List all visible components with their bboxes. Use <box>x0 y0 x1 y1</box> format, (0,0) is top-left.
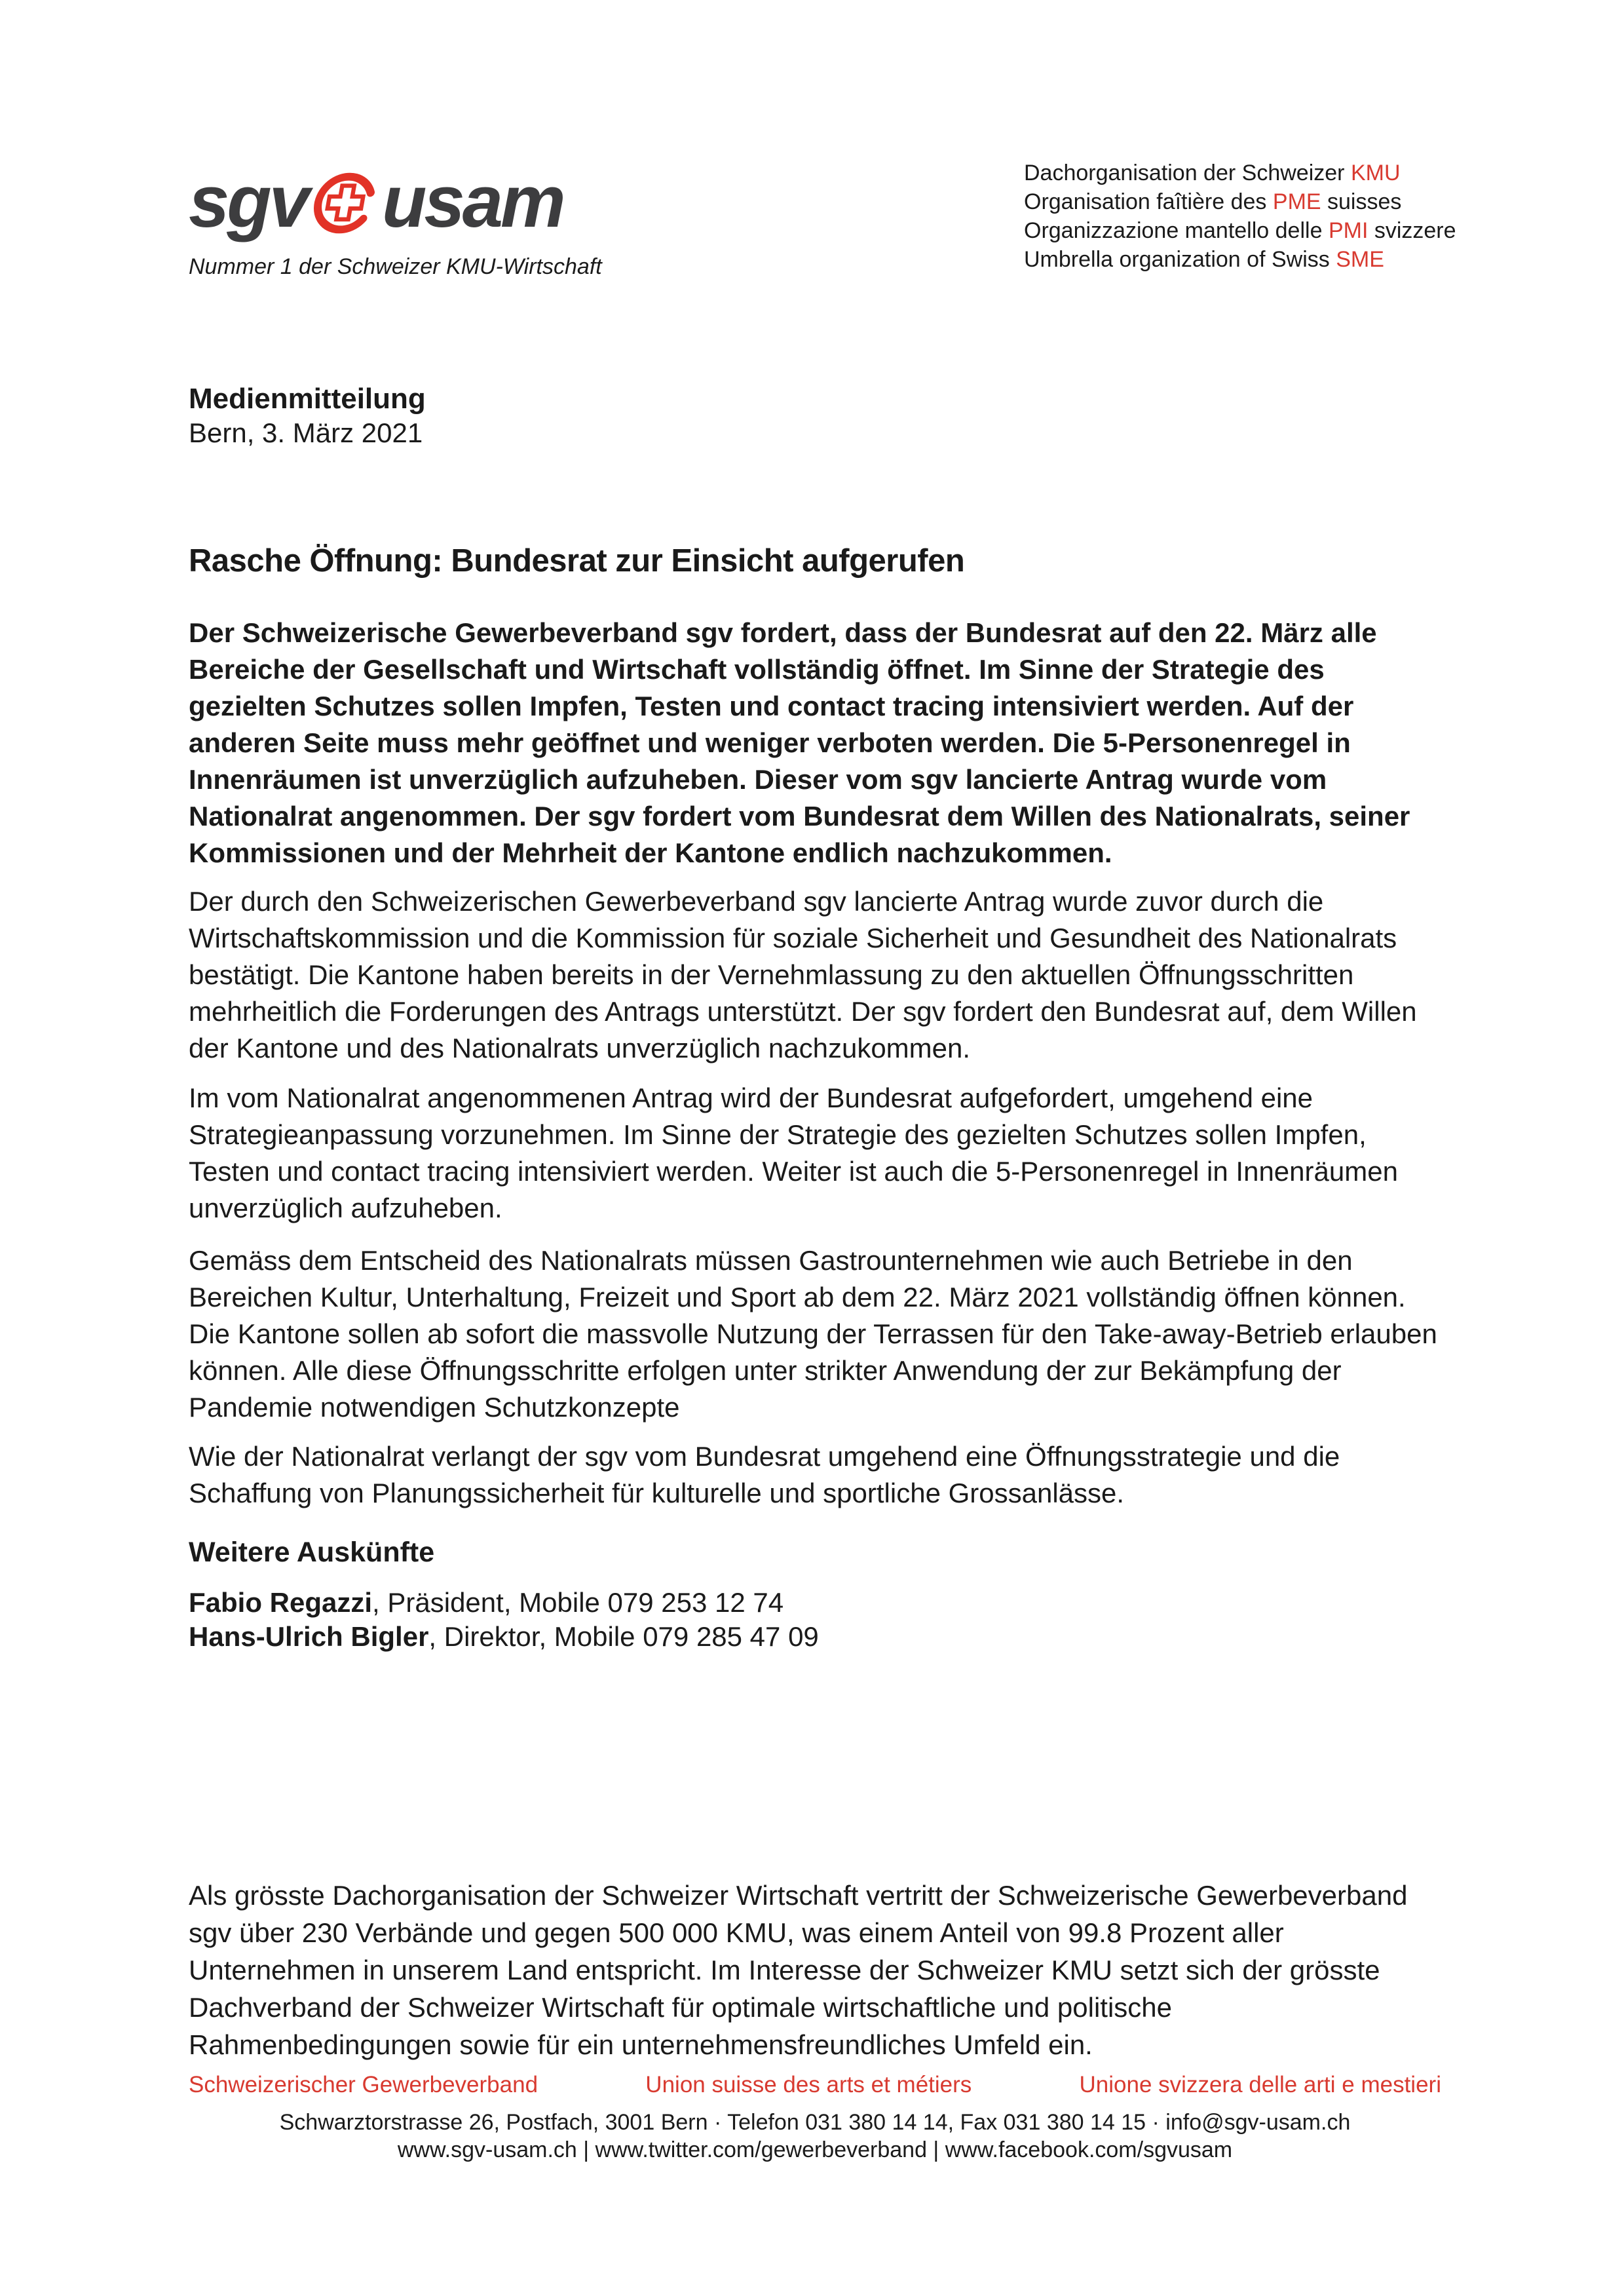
contact-row <box>189 1620 819 1654</box>
org-line-fr: Organisation faîtière des PME suisses <box>1024 189 1402 214</box>
body-paragraph-1: Der durch den Schweizerischen Gewerbeverband sgv lancierte Antrag wurde zuvor durch die Wirtschaftskommission und die Kommission für soziale Sicherheit und Gesundheit des Nationalrats bestätigt. Die Kantone haben bereits in der Vernehmlassung zu den aktuellen Öffnungsschritten mehrheitlich die Forderungen des Antrags unterstützt. Der sgv fordert den Bundesrat auf, dem Willen der Kantone und des Nationalrats unverzüglich nachzukommen. <box>189 886 1417 1063</box>
logo <box>189 163 602 280</box>
contact-name: Hans-Ulrich Bigler <box>189 1621 429 1652</box>
footer-org-de: Schweizerischer Gewerbeverband <box>189 2072 538 2097</box>
org-line-it: Organizzazione mantello delle PMI svizzere <box>1024 218 1456 243</box>
org-accent-pme: PME <box>1272 189 1321 214</box>
swiss-cross-swirl-icon <box>309 164 381 242</box>
org-accent-sme: SME <box>1336 247 1384 272</box>
document-meta <box>189 382 426 450</box>
footer-org-fr: Union suisse des arts et métiers <box>645 2072 972 2097</box>
headline: Rasche Öffnung: Bundesrat zur Einsicht aufgerufen <box>189 543 965 579</box>
logo-wordmark <box>189 163 602 241</box>
org-accent-pmi: PMI <box>1328 218 1369 243</box>
footer-address: Schwarztorstrasse 26, Postfach, 3001 Bern · Telefon 031 380 14 14, Fax 031 380 14 15 · info@sgv-usam.ch <box>279 2110 1351 2135</box>
contact-row <box>189 1586 819 1620</box>
contacts-heading: Weitere Auskünfte <box>189 1537 435 1568</box>
logo-text-usam: usam <box>382 161 563 242</box>
footer-links: www.sgv-usam.ch | www.twitter.com/gewerbeverband | www.facebook.com/sgvusam <box>397 2137 1233 2162</box>
org-line-en: Umbrella organization of Swiss SME <box>1024 247 1384 272</box>
body-paragraph-4: Wie der Nationalrat verlangt der sgv vom Bundesrat umgehend eine Öffnungsstrategie und die Schaffung von Planungssicherheit für kulturelle und sportliche Grossanlässe. <box>189 1441 1340 1508</box>
org-description-block <box>1024 159 1456 274</box>
contacts-list <box>189 1586 819 1654</box>
dateline: Bern, 3. März 2021 <box>189 417 423 448</box>
footer-org-it: Unione svizzera delle arti e mestieri <box>1079 2072 1441 2097</box>
doc-type: Medienmitteilung <box>189 383 426 415</box>
body-paragraph-2: Im vom Nationalrat angenommenen Antrag wird der Bundesrat aufgefordert, umgehend eine Strategieanpassung vorzunehmen. Im Sinne der Strategie des gezielten Schutzes sollen Impfen, Testen und contact tracing intensiviert werden. Weiter ist auch die 5-Personenregel in Innenräumen unverzüglich aufzuheben. <box>189 1082 1398 1223</box>
org-accent-kmu: KMU <box>1350 161 1401 185</box>
body-paragraph-3: Gemäss dem Entscheid des Nationalrats müssen Gastrounternehmen wie auch Betriebe in den Bereichen Kultur, Unterhaltung, Freizeit und Sport ab dem 22. März 2021 vollständig öffnen können. Die Kantone sollen ab sofort die massvolle Nutzung der Terrassen für den Take-away-Betrieb erlauben können. Alle diese Öffnungsschritte erfolgen unter strikter Anwendung der zur Bekämpfung der Pandemie notwendigen Schutzkonzepte <box>189 1245 1437 1423</box>
contact-name: Fabio Regazzi <box>189 1587 373 1618</box>
contact-details: , Direktor, Mobile 079 285 47 09 <box>428 1621 819 1652</box>
logo-tagline: Nummer 1 der Schweizer KMU-Wirtschaft <box>189 254 602 279</box>
boilerplate-paragraph: Als grösste Dachorganisation der Schweizer Wirtschaft vertritt der Schweizerische Gewerbeverband sgv über 230 Verbände und gegen 500 000 KMU, was einem Anteil von 99.8 Prozent aller Unternehmen in unserem Land entspricht. Im Interesse der Schweizer KMU setzt sich der grösste Dachverband der Schweizer Wirtschaft für optimale wirtschaftliche und politische Rahmenbedingungen sowie für ein unternehmensfreundliches Umfeld ein. <box>189 1880 1408 2060</box>
org-line-de: Dachorganisation der Schweizer KMU <box>1024 161 1401 185</box>
contact-details: , Präsident, Mobile 079 253 12 74 <box>372 1587 784 1618</box>
footer-org-names <box>189 2072 1441 2098</box>
lead-paragraph: Der Schweizerische Gewerbeverband sgv fordert, dass der Bundesrat auf den 22. März alle Bereiche der Gesellschaft und Wirtschaft vollständig öffnet. Im Sinne der Strategie des gezielten Schutzes sollen Impfen, Testen und contact tracing intensiviert werden. Auf der anderen Seite muss mehr geöffnet und weniger verboten werden. Die 5-Personenregel in Innenräumen ist unverzüglich aufzuheben. Dieser vom sgv lancierte Antrag wurde vom Nationalrat angenommen. Der sgv fordert vom Bundesrat dem Willen des Nationalrats, seiner Kommissionen und der Mehrheit der Kantone endlich nachzukommen. <box>189 617 1410 868</box>
logo-text-sgv: sgv <box>189 161 307 242</box>
